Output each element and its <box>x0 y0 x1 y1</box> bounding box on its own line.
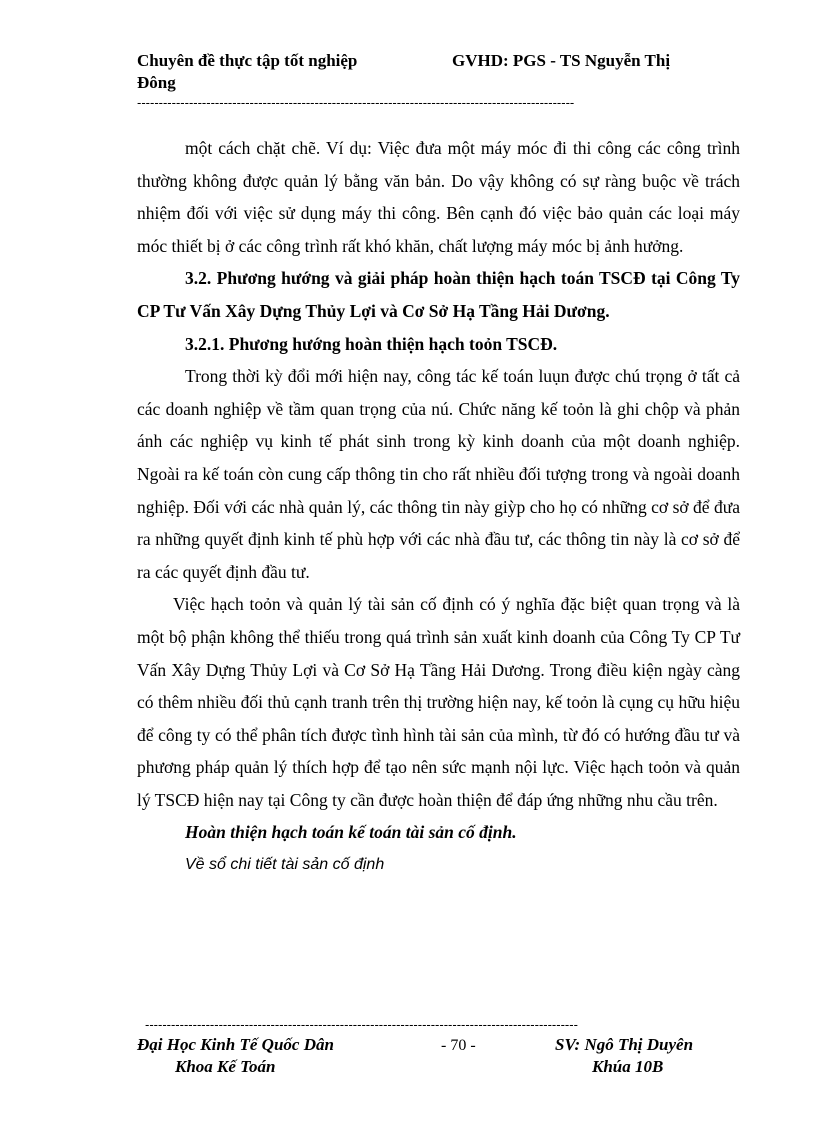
subheading-asset-ledger: Về sổ chi tiết tài sản cố định <box>185 856 385 874</box>
paragraph-1: một cách chặt chẽ. Ví dụ: Việc đưa một máy móc đi thi công các công trình thường không được quản lý bằng văn bản. Do vậy không có sự ràng buộc về trách nhiệm đối với việc sử dụng máy thi công. Bên cạnh đó việc bảo quản các loại máy móc thiết bị ở các công trình rất khó khăn, chất lượng máy móc bị ảnh hưởng. <box>137 138 740 256</box>
paragraph-2: Trong thời kỳ đổi mới hiện nay, công tác kế toán luụn được chú trọng ở tất cả các doanh nghiệp về tầm quan trọng của nú. Chức năng kế toỏn là ghi chộp và phản ánh các nghiệp vụ kinh tế phát sinh trong kỳ kinh doanh của một doanh nghiệp. Ngoài ra kế toán còn cung cấp thông tin cho rất nhiều đối tượng trong và ngoài doanh nghiệp. Đối với các nhà quản lý, các thông tin này giỳp cho họ có những cơ sở để đưa ra những quyết định kinh tế phù hợp với các nhà đầu tư, các thông tin này là cơ sở để ra các quyết định đầu tư. <box>137 366 740 582</box>
page-body <box>137 132 740 882</box>
heading-3-2: 3.2. Phương hướng và giải pháp hoàn thiện hạch toán TSCĐ tại Công Ty CP Tư Vấn Xây Dựng Thủy Lợi và Cơ Sở Hạ Tầng Hải Dương. <box>137 268 740 321</box>
subheading-asset-accounting: Hoàn thiện hạch toán kế toán tài sản cố định. <box>185 822 517 843</box>
heading-3-2-1: 3.2.1. Phương hướng hoàn thiện hạch toỏn TSCĐ. <box>185 333 558 354</box>
footer-student: SV: Ngô Thị Duyên <box>555 1035 694 1054</box>
page-number: - 70 - <box>441 1037 476 1054</box>
header-right-advisor: GVHD: PGS - TS Nguyễn Thị <box>452 51 671 70</box>
header-left-title: Chuyên đề thực tập tốt nghiệp <box>137 51 358 70</box>
footer-course: Khúa 10B <box>592 1057 664 1076</box>
footer-rule: ---------------------------------------------------------------------------------------------------- <box>145 1018 578 1032</box>
header-rule: ----------------------------------------------------------------------------------------------------- <box>137 96 575 110</box>
header-continuation: Đông <box>137 73 176 92</box>
paragraph-3: Việc hạch toỏn và quản lý tài sản cố định có ý nghĩa đặc biệt quan trọng và là một bộ phận không thể thiếu trong quá trình sản xuất kinh doanh của Công Ty CP Tư Vấn Xây Dựng Thủy Lợi và Cơ Sở Hạ Tầng Hải Dương. Trong điều kiện ngày càng có thêm nhiều đối thủ cạnh tranh trên thị trường hiện nay, kế toỏn là cụng cụ hữu hiệu để công ty có thể phân tích được tình hình tài sản của mình, từ đó có hướng đầu tư và phương pháp quản lý thích hợp để tạo nên sức mạnh nội lực. Việc hạch toỏn và quản lý TSCĐ hiện nay tại Công ty cần được hoàn thiện để đáp ứng những nhu cầu trên. <box>137 594 740 810</box>
footer-faculty: Khoa Kế Toán <box>175 1057 276 1076</box>
footer-university: Đại Học Kinh Tế Quốc Dân <box>137 1035 334 1054</box>
